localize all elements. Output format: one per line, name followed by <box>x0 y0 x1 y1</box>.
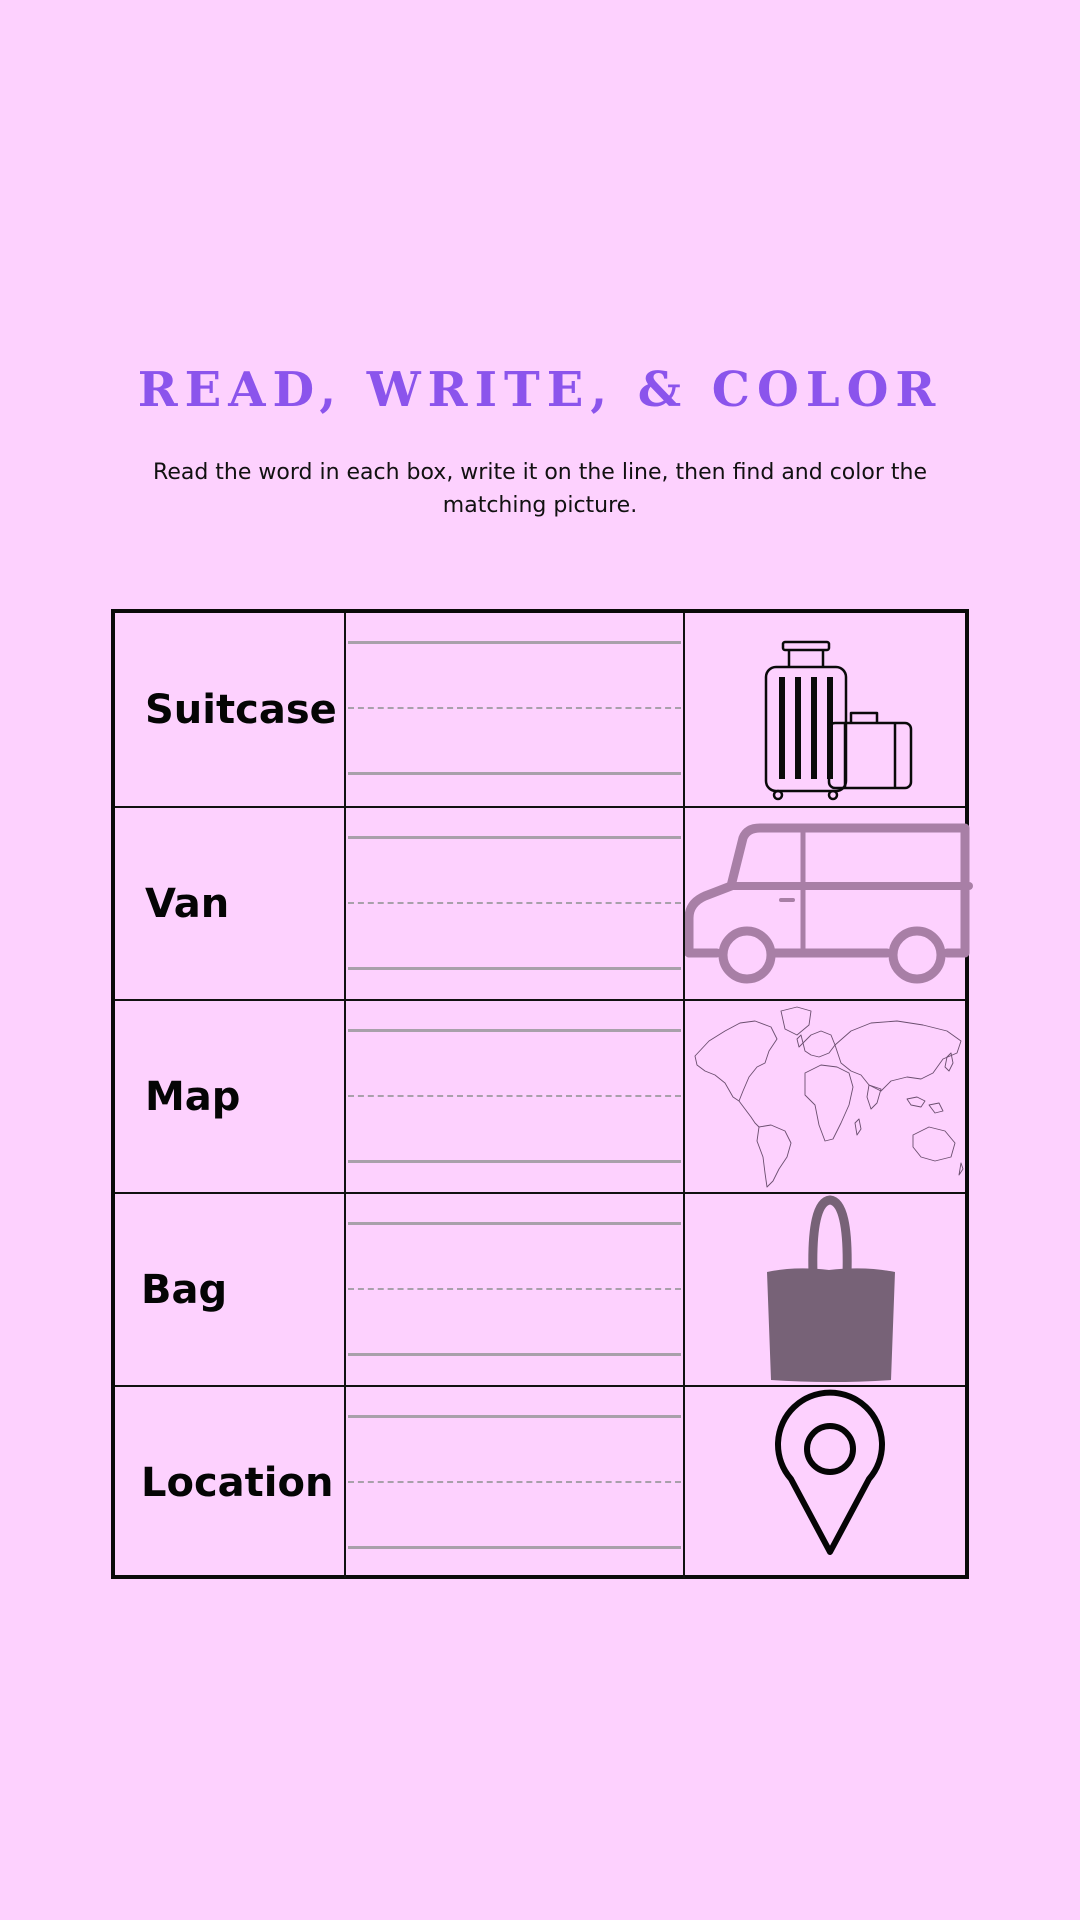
top-guide-line <box>348 1222 681 1225</box>
picture-cell[interactable] <box>685 808 965 999</box>
page-title: READ, WRITE, & COLOR <box>137 362 943 418</box>
writing-area[interactable] <box>346 808 685 999</box>
base-guide-line <box>348 1546 681 1549</box>
van-icon[interactable] <box>685 808 975 1001</box>
base-guide-line <box>348 1160 681 1163</box>
word-label: Suitcase <box>145 686 337 733</box>
middle-guide-line <box>348 1095 681 1097</box>
picture-cell[interactable] <box>685 1387 965 1578</box>
base-guide-line <box>348 772 681 775</box>
suitcase-icon[interactable] <box>685 613 965 806</box>
table-row <box>115 1385 965 1578</box>
world-map-icon[interactable] <box>685 1001 965 1194</box>
writing-area[interactable] <box>346 1194 685 1385</box>
table-row <box>115 999 965 1192</box>
location-pin-icon[interactable] <box>685 1387 965 1580</box>
middle-guide-line <box>348 1288 681 1290</box>
word-label: Map <box>145 1073 241 1120</box>
picture-cell[interactable] <box>685 1194 965 1385</box>
tote-bag-icon[interactable] <box>685 1194 965 1387</box>
picture-cell[interactable] <box>685 1001 965 1192</box>
word-label: Bag <box>141 1266 228 1313</box>
word-label: Van <box>145 880 230 927</box>
top-guide-line <box>348 1029 681 1032</box>
table-row <box>115 806 965 999</box>
word-cell <box>115 808 346 999</box>
middle-guide-line <box>348 707 681 709</box>
table-row <box>115 1192 965 1385</box>
writing-area[interactable] <box>346 1001 685 1192</box>
picture-cell[interactable] <box>685 613 965 806</box>
word-label: Location <box>141 1459 334 1506</box>
instructions-text: Read the word in each box, write it on the line, then find and color the matching picture. <box>153 460 927 518</box>
writing-area[interactable] <box>346 1387 685 1578</box>
word-cell <box>115 1001 346 1192</box>
word-cell <box>115 1194 346 1385</box>
worksheet-table <box>111 609 969 1579</box>
word-cell <box>115 1387 346 1578</box>
base-guide-line <box>348 967 681 970</box>
middle-guide-line <box>348 1481 681 1483</box>
word-cell <box>115 613 346 806</box>
top-guide-line <box>348 1415 681 1418</box>
base-guide-line <box>348 1353 681 1356</box>
top-guide-line <box>348 641 681 644</box>
middle-guide-line <box>348 902 681 904</box>
writing-area[interactable] <box>346 613 685 806</box>
table-row <box>115 613 965 806</box>
top-guide-line <box>348 836 681 839</box>
